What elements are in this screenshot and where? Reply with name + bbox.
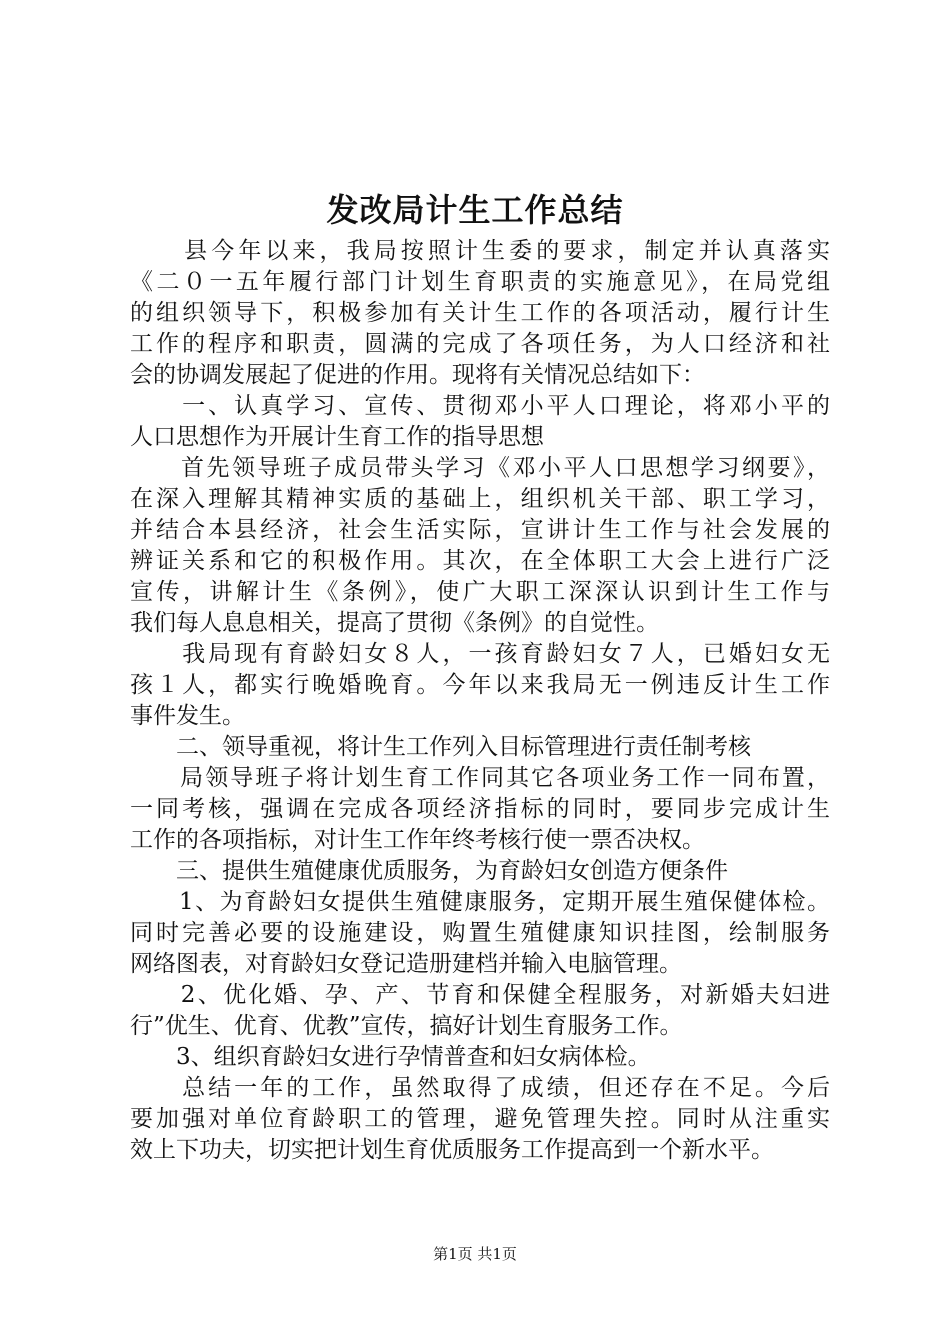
body-line: 在深入理解其精神实质的基础上，组织机关干部、职工学习， [130, 486, 830, 512]
page-footer: 第1页 共1页 [433, 1245, 517, 1263]
body-line: 人口思想作为开展计生育工作的指导思想 [130, 424, 544, 450]
body-line: 同时完善必要的设施建设，购置生殖健康知识挂图，绘制服务 [130, 920, 830, 946]
body-line: 宣传，讲解计生《条例》，使广大职工深深认识到计生工作与 [130, 579, 830, 605]
document-title: 发改局计生工作总结 [326, 191, 624, 229]
body-line: 并结合本县经济，社会生活实际，宣讲计生工作与社会发展的 [130, 517, 830, 543]
body-line: 效上下功夫，切实把计划生育优质服务工作提高到一个新水平。 [130, 1137, 774, 1163]
body-line: 3、组织育龄妇女进行孕情普查和妇女病体检。 [130, 1044, 651, 1070]
body-line: 孩１人，都实行晚婚晚育。今年以来我局无一例违反计生工作 [130, 672, 830, 698]
body-line: 我局现有育龄妇女８人，一孩育龄妇女７人，已婚妇女无 [130, 641, 830, 667]
document-body [130, 236, 830, 1166]
body-line: 要加强对单位育龄职工的管理，避免管理失控。同时从注重实 [130, 1106, 830, 1132]
body-line: 总结一年的工作，虽然取得了成绩，但还存在不足。今后 [130, 1075, 830, 1101]
body-line: 县今年以来，我局按照计生委的要求，制定并认真落实 [130, 238, 830, 264]
body-line: 工作的各项指标，对计生工作年终考核行使一票否决权。 [130, 827, 705, 853]
body-line: 工作的程序和职责，圆满的完成了各项任务，为人口经济和社 [130, 331, 830, 357]
body-line: 2、优化婚、孕、产、节育和保健全程服务，对新婚夫妇进 [130, 982, 830, 1008]
body-line: 的组织领导下，积极参加有关计生工作的各项活动，履行计生 [130, 300, 830, 326]
body-line: 首先领导班子成员带头学习《邓小平人口思想学习纲要》， [130, 455, 830, 481]
body-line: 1、为育龄妇女提供生殖健康服务，定期开展生殖保健体检。 [130, 889, 830, 915]
body-line: 辨证关系和它的积极作用。其次，在全体职工大会上进行广泛 [130, 548, 830, 574]
body-line: 一、认真学习、宣传、贯彻邓小平人口理论，将邓小平的 [130, 393, 830, 419]
body-line: 行”优生、优育、优教”宣传，搞好计划生育服务工作。 [130, 1013, 683, 1039]
body-line: 局领导班子将计划生育工作同其它各项业务工作一同布置， [130, 765, 830, 791]
body-line: 我们每人息息相关，提高了贯彻《条例》的自觉性。 [130, 610, 659, 636]
body-line: 《二０一五年履行部门计划生育职责的实施意见》，在局党组 [130, 269, 830, 295]
body-line: 一同考核，强调在完成各项经济指标的同时，要同步完成计生 [130, 796, 830, 822]
body-line: 网络图表，对育龄妇女登记造册建档并输入电脑管理。 [130, 951, 682, 977]
body-line: 三、提供生殖健康优质服务，为育龄妇女创造方便条件 [130, 858, 728, 884]
body-line: 二、领导重视，将计生工作列入目标管理进行责任制考核 [130, 734, 751, 760]
body-line: 事件发生。 [130, 703, 245, 729]
body-line: 会的协调发展起了促进的作用。现将有关情况总结如下： [130, 362, 705, 388]
